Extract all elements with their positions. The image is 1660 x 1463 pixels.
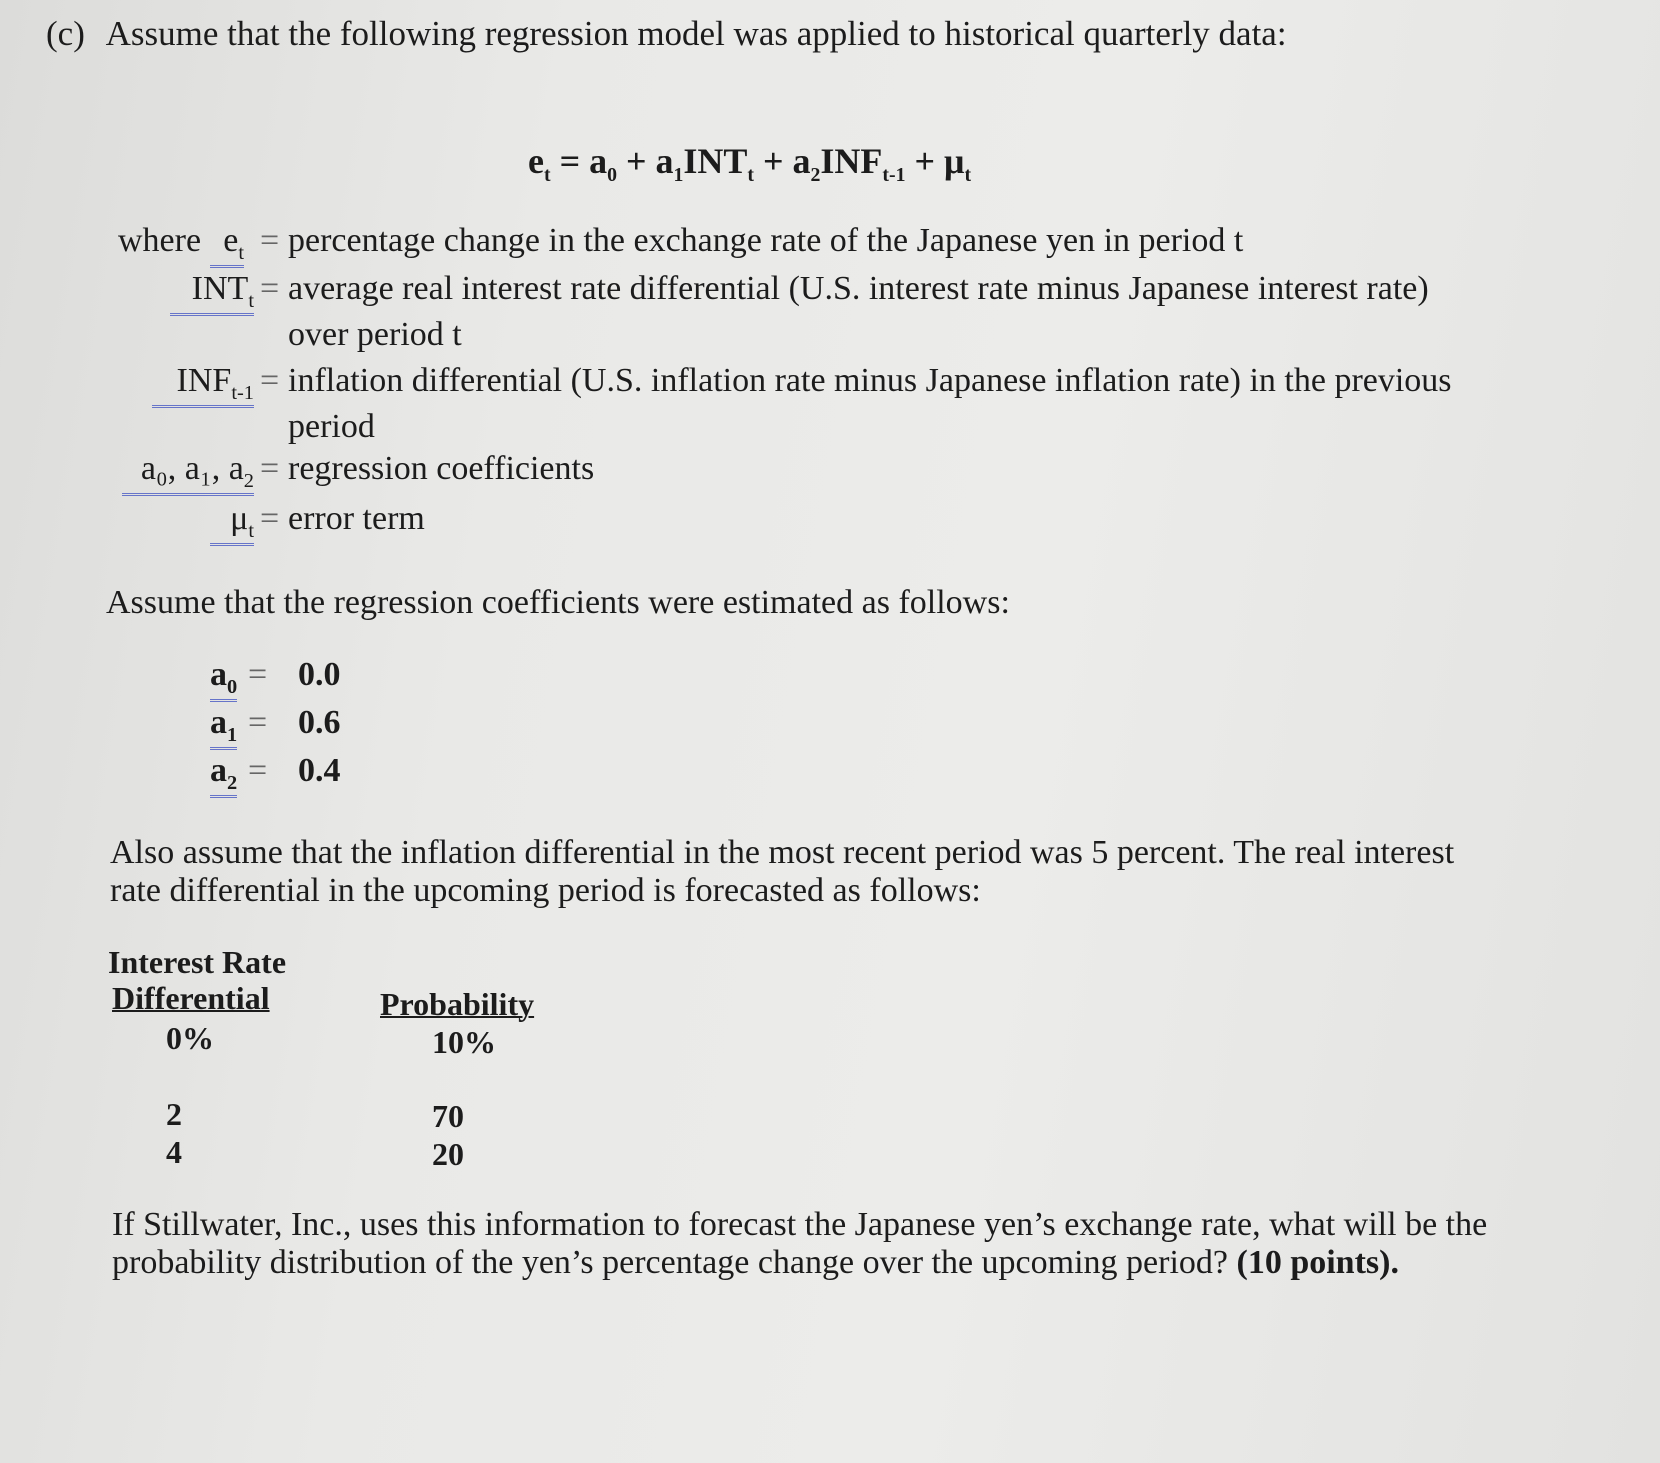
question-line-2 [112,1244,1399,1282]
definition-row [0,222,1660,266]
definition-row [0,450,1660,496]
definition-row [0,270,1660,362]
coefficient-equals: = [248,656,268,693]
table-header-diff-line2: Differential [112,980,270,1016]
definition-text-continued: period [288,408,375,445]
coefficient-row [0,704,500,748]
eq-plus: + [625,141,647,181]
eq-lhs-sub: t [543,164,551,187]
table-header-diff-line1: Interest Rate [108,944,287,980]
question-text: probability distribution of the yen’s percentage change over the upcoming period? [112,1244,1228,1281]
coefficient-value: 0.4 [298,752,341,789]
definition-text: regression coefficients [288,450,595,487]
definition-text: error term [288,500,425,537]
coefficient-row [0,656,500,700]
eq-mu: μ [944,141,965,181]
eq-plus: + [763,141,784,181]
definition-text: average real interest rate differential (U.S. interest rate minus Japanese interest rate) [288,270,1429,307]
eq-inf: INF [820,141,883,181]
definition-term: a₀, a₁, $a_2$ [122,450,254,496]
table-cell-diff: 4 [166,1134,182,1170]
eq-inf-sub: t-1 [882,164,906,187]
eq-mu-sub: t [964,164,972,187]
question-heading [46,14,1287,54]
table-cell-prob: 10% [432,1024,496,1060]
coefficient-name: $a_2$ [210,752,237,798]
table-cell-prob: 70 [432,1098,464,1134]
question-heading-text: Assume that the following regression model was applied to historical quarterly data: [105,14,1287,53]
question-points: (10 points). [1236,1244,1399,1281]
coefficient-row [0,752,500,796]
regression-equation [528,140,971,187]
coefficient-value: 0.0 [298,656,341,693]
eq-equals: = [559,141,581,181]
definition-equals: = [260,270,280,307]
table-header-probability: Probability [380,986,535,1022]
coefficient-intro: Assume that the regression coefficients were estimated as follows: [106,584,1010,621]
coefficient-equals: = [248,704,268,741]
question-label: (c) [46,14,85,53]
assumption-line-1: Also assume that the inflation differential in the most recent period was 5 percent. The real interest [110,834,1455,871]
definition-equals: = [260,500,280,537]
eq-int-sub: t [747,164,755,187]
eq-a2: a [792,141,811,181]
definition-text-continued: over period t [288,316,462,353]
definition-equals: = [260,450,280,487]
definition-row [0,500,1660,546]
coefficient-name: $a_0$ [210,656,237,702]
eq-lhs: e [528,141,544,181]
table-cell-prob: 20 [432,1136,464,1172]
coefficient-value: 0.6 [298,704,341,741]
definition-equals: = [260,362,280,399]
coefficient-name: $a_1$ [210,704,237,750]
table-cell-diff: 0% [166,1020,214,1056]
definition-term: $INT_t$ [170,270,254,316]
eq-a0: a [589,141,608,181]
definition-equals: = [260,222,280,259]
assumption-line-2: rate differential in the upcoming period is forecasted as follows: [110,872,981,909]
eq-a0-sub: 0 [607,164,617,187]
question-line-1: If Stillwater, Inc., uses this information to forecast the Japanese yen’s exchange rate, what will be the [112,1206,1488,1243]
eq-a2-sub: 2 [810,164,821,187]
definition-term: $INF_{t-1}$ [152,362,254,408]
coefficient-equals: = [248,752,268,789]
eq-int: INT [683,141,748,181]
eq-plus: + [914,141,936,181]
where-label: where [118,222,202,259]
definition-row [0,362,1660,454]
definition-term: $e_t$ [210,222,244,268]
definition-term: $\mu_t$ [210,500,254,546]
table-cell-diff: 2 [166,1096,182,1132]
definition-text: inflation differential (U.S. inflation rate minus Japanese inflation rate) in the previous [288,362,1452,399]
eq-a1: a [655,141,674,181]
definition-text: percentage change in the exchange rate of the Japanese yen in period t [288,222,1244,259]
eq-a1-sub: 1 [673,164,684,187]
